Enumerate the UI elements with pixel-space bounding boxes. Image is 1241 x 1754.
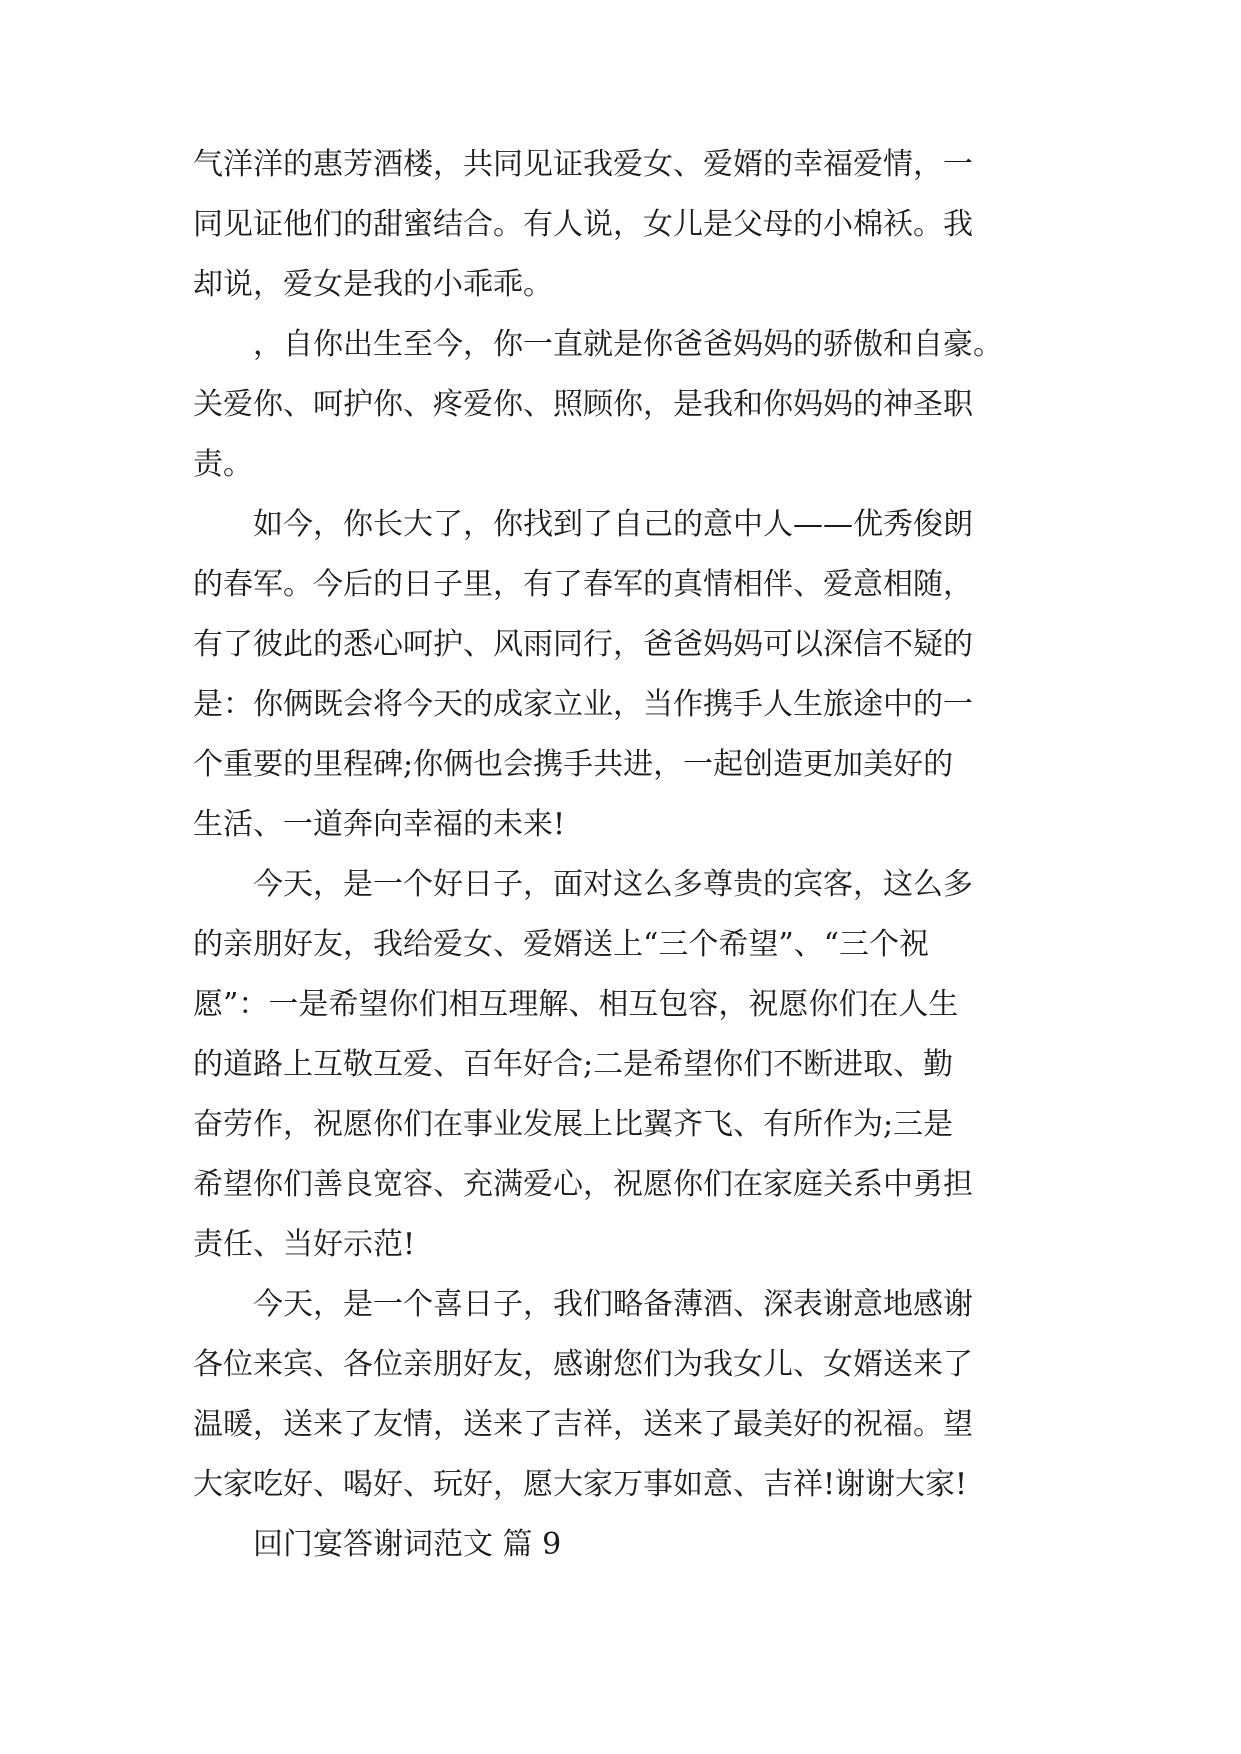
text-line: 同见证他们的甜蜜结合。有人说，女儿是父母的小棉袄。我 [193, 207, 973, 242]
text-line: 生活、一道奔向幸福的未来! [193, 807, 566, 842]
text-line: 是：你俩既会将今天的成家立业，当作携手人生旅途中的一 [193, 687, 973, 722]
section-heading: 回门宴答谢词范文 篇 9 [253, 1527, 562, 1562]
text-line: 个重要的里程碑;你俩也会携手共进，一起创造更加美好的 [193, 747, 954, 782]
text-line: 的道路上互敬互爱、百年好合;二是希望你们不断进取、勤 [193, 1047, 954, 1082]
text-line: 温暖，送来了友情，送来了吉祥，送来了最美好的祝福。望 [193, 1407, 973, 1442]
text-line: 今天，是一个喜日子，我们略备薄酒、深表谢意地感谢 [253, 1287, 973, 1322]
text-line: 气洋洋的惠芳酒楼，共同见证我爱女、爱婿的幸福爱情，一 [193, 147, 973, 182]
text-line: 愿”：一是希望你们相互理解、相互包容，祝愿你们在人生 [193, 987, 959, 1022]
text-line: 责任、当好示范! [193, 1227, 416, 1262]
text-line: 的亲朋好友，我给爱女、爱婿送上“三个希望”、“三个祝 [193, 927, 930, 962]
text-line: 如今，你长大了，你找到了自己的意中人——优秀俊朗 [253, 507, 973, 542]
text-line: 希望你们善良宽容、充满爱心，祝愿你们在家庭关系中勇担 [193, 1167, 973, 1202]
text-line: 的春军。今后的日子里，有了春军的真情相伴、爱意相随， [193, 567, 973, 602]
text-line: 今天，是一个好日子，面对这么多尊贵的宾客，这么多 [253, 867, 973, 902]
text-line: 有了彼此的悉心呵护、风雨同行，爸爸妈妈可以深信不疑的 [193, 627, 973, 662]
text-line: 大家吃好、喝好、玩好，愿大家万事如意、吉祥!谢谢大家! [193, 1467, 968, 1502]
text-line: 各位来宾、各位亲朋好友，感谢您们为我女儿、女婿送来了 [193, 1347, 973, 1382]
text-line: 责。 [193, 447, 253, 482]
text-line: 却说，爱女是我的小乖乖。 [193, 267, 553, 302]
text-line: ，自你出生至今，你一直就是你爸爸妈妈的骄傲和自豪。 [253, 327, 1003, 362]
text-line: 关爱你、呵护你、疼爱你、照顾你，是我和你妈妈的神圣职 [193, 387, 973, 422]
text-line: 奋劳作，祝愿你们在事业发展上比翼齐飞、有所作为;三是 [193, 1107, 954, 1142]
